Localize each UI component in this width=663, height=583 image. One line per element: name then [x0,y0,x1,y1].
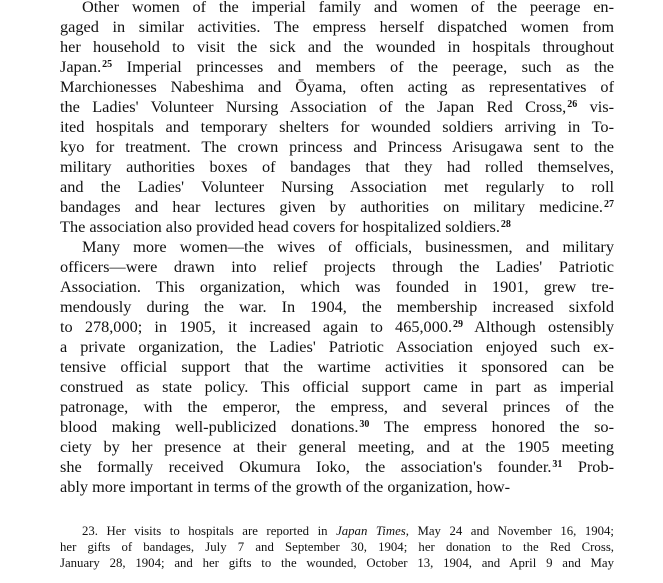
text-line [60,17,614,37]
footnote-line [60,539,614,555]
footnote-reference: 28 [500,219,511,230]
text-run: Although ostensibly [463,317,614,336]
text-line [82,0,614,17]
text-line [60,57,614,77]
footnote-reference: 31 [552,459,563,470]
text-run: Prob- [562,457,615,476]
text-run: officers—were drawn into relief projects through the Ladies' Patriotic [60,257,614,276]
footnote-reference: 30 [359,419,370,430]
footnote-line [60,555,614,571]
text-run: blood making well-publicized donations. [60,417,359,436]
text-run: the Ladies' Volunteer Nursing Association of the Japan Red Cross, [60,97,567,116]
text-line [60,437,614,457]
text-line [60,297,614,317]
text-line [82,237,614,257]
text-line [60,117,614,137]
text-run: Other women of the imperial family and women of the peerage en- [82,0,614,16]
text-line [60,217,614,237]
text-line [60,257,614,277]
text-run: tensive official support that the wartime activities it sponsored can be [60,357,614,376]
text-run: construed as state policy. This official support came in part as imperial [60,377,614,396]
text-run: ited hospitals and temporary shelters for wounded soldiers arriving in To- [60,117,614,136]
text-run: her household to visit the sick and the wounded in hospitals throughout [60,37,614,56]
text-run: mendously during the war. In 1904, the membership increased sixfold [60,297,614,316]
footnote-reference: 25 [102,59,113,70]
text-run: The association also provided head covers for hospitalized soldiers. [60,217,500,236]
text-line [60,77,614,97]
text-line [60,377,614,397]
text-line [60,357,614,377]
text-run: military authorities boxes of bandages that they had rolled themselves, [60,157,614,176]
text-line [60,197,614,217]
text-line [60,277,614,297]
text-run: patronage, with the emperor, the empress, and several princes of the [60,397,614,416]
text-run: vis- [577,97,614,116]
text-run: to 278,000; in 1905, it increased again to 465,000. [60,317,453,336]
text-line [60,157,614,177]
text-run: Imperial princesses and members of the peerage, such as the [112,57,614,76]
text-run: , May 24 and November 16, 1904; [405,524,614,538]
text-line [60,337,614,357]
text-run: ciety by her presence at their general meeting, and at the 1905 meeting [60,437,614,456]
text-line [60,457,614,477]
text-line [60,97,614,117]
footnote-reference: 27 [604,199,614,210]
text-run: bandages and hear lectures given by authorities on military medicine. [60,197,603,216]
text-run: January 28, 1904; and her gifts to the wounded, October 13, 1904, and April 9 and May [60,556,614,570]
text-run: Association. This organization, which was founded in 1901, grew tre- [60,277,614,296]
text-line [60,317,614,337]
text-line [60,477,614,497]
footnote-line [82,523,614,539]
text-run: Many more women—the wives of officials, businessmen, and military [82,237,614,256]
text-run: a private organization, the Ladies' Patriotic Association enjoyed such ex- [60,337,614,356]
text-run: she formally received Okumura Ioko, the association's founder. [60,457,552,476]
text-run: The empress honored the so- [369,417,614,436]
text-run: kyo for treatment. The crown princess and Princess Arisugawa sent to the [60,137,614,156]
text-line [60,177,614,197]
text-line [60,417,614,437]
text-line [60,397,614,417]
text-run: gaged in similar activities. The empress herself dispatched women from [60,17,614,36]
text-run: ably more important in terms of the growth of the organization, how- [60,477,511,496]
text-run: 23. Her visits to hospitals are reported in [82,524,337,538]
text-run: Marchionesses Nabeshima and Ōyama, often acting as representatives of [60,77,614,96]
footnote-reference: 29 [453,319,464,330]
text-line [60,37,614,57]
footnote-reference: 26 [567,99,578,110]
italic-title: Japan Times [336,524,406,538]
text-run: her gifts of bandages, July 7 and September 30, 1904; her donation to the Red Cross, [60,540,614,554]
text-line [60,137,614,157]
text-run: and the Ladies' Volunteer Nursing Association met regularly to roll [60,177,614,196]
text-run: Japan. [60,57,102,76]
